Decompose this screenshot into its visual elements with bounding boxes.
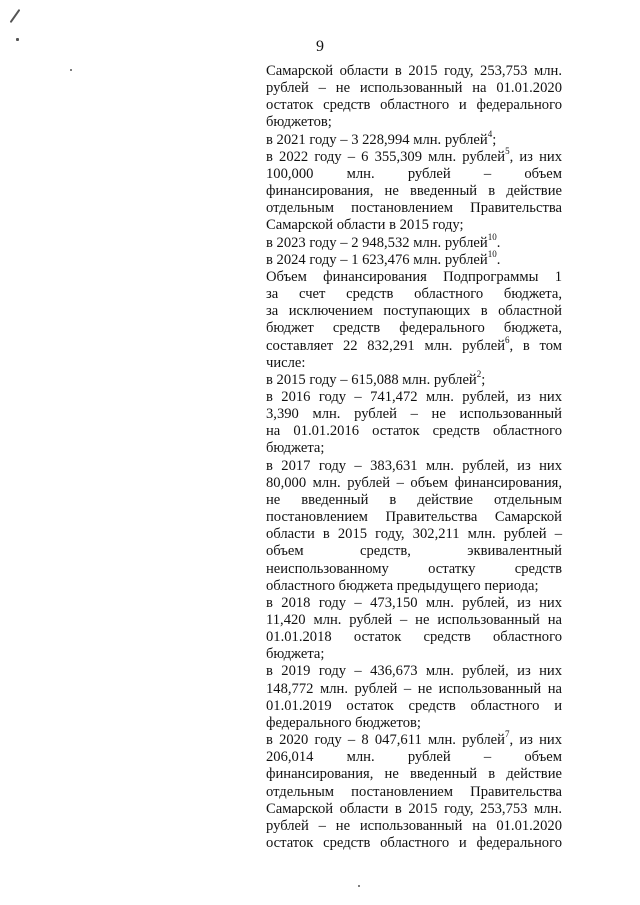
text-line: бюджета;: [266, 440, 325, 457]
text-run: млн.: [346, 165, 375, 182]
text-line: отдельным постановлением Правительства: [266, 200, 562, 217]
text-line: Самарской области в 2015 году, 253,753 млн.: [266, 800, 562, 817]
paragraph-2024: [266, 248, 562, 269]
text-line: области в 2015 году, 302,211 млн. рублей –: [266, 526, 562, 543]
text-run: в 2015 году – 615,088 млн. рублей: [266, 371, 477, 388]
text-line: в 2018 году – 473,150 млн. рублей, из них: [266, 594, 562, 611]
text-line: рублей – не использованный на 01.01.2020: [266, 80, 562, 97]
text-run: –: [483, 749, 492, 766]
paragraph-2022: [266, 145, 563, 235]
scan-artifact: [358, 885, 360, 887]
text-line: федерального бюджетов;: [266, 714, 421, 731]
text-run: ;: [481, 371, 486, 388]
text-line: в 2016 году – 741,472 млн. рублей, из них: [266, 388, 562, 405]
text-line: Объем финансирования Подпрограммы 1: [266, 268, 562, 285]
text-line: постановлением Правительства Самарской: [266, 509, 562, 526]
scan-artifact: [70, 69, 72, 71]
text-run: рублей: [407, 165, 451, 182]
text-run: .: [496, 251, 501, 268]
footnote-ref: 6: [505, 334, 510, 345]
footnote-ref: 7: [504, 729, 510, 740]
text-line: остаток средств областного и федерального: [266, 835, 562, 852]
text-line: [266, 248, 562, 269]
text-run: эквивалентный: [467, 543, 562, 560]
text-line: 148,772 млн. рублей – не использованный на: [266, 680, 562, 697]
text-run: , в том: [509, 337, 562, 354]
text-line: областного бюджета предыдущего периода;: [266, 577, 539, 594]
text-line: [266, 334, 562, 355]
text-line: бюджетов;: [266, 114, 332, 131]
text-line: [266, 749, 562, 766]
text-run: , из них: [509, 732, 562, 749]
text-line: рублей – не использованный на 01.01.2020: [266, 817, 562, 834]
paragraph-subprogram-funding: [266, 269, 562, 372]
text-line: за исключением поступающих в областной: [266, 303, 562, 320]
text-run: в 2020 году – 8 047,611 млн. рублей: [266, 732, 505, 749]
text-line: 01.01.2018 остаток средств областного: [266, 629, 562, 646]
text-run: 100,000: [266, 165, 314, 182]
text-line: в 2017 году – 383,631 млн. рублей, из них: [266, 457, 562, 474]
text-run: объем: [524, 165, 562, 182]
paragraph-2021: [266, 128, 562, 149]
paragraph-2020: [266, 729, 562, 852]
text-run: 206,014: [266, 749, 314, 766]
text-run: составляет 22 832,291 млн. рублей: [266, 337, 506, 354]
text-run: ;: [492, 131, 497, 148]
text-line: [266, 231, 562, 252]
text-run: средств,: [360, 543, 411, 560]
paragraph-2017: [266, 458, 562, 595]
text-line: неиспользованному остатку средств: [266, 560, 562, 577]
paragraph-2016: [266, 389, 562, 458]
text-line: 01.01.2019 остаток средств областного и: [266, 697, 562, 714]
text-line: [266, 145, 563, 166]
text-run: –: [483, 165, 492, 182]
text-line: в 2019 году – 436,673 млн. рублей, из них: [266, 663, 562, 680]
text-line: [266, 543, 562, 560]
paragraph-continuation: [266, 63, 562, 132]
text-line: на 01.01.2016 остаток средств областного: [266, 423, 562, 440]
text-line: за счет средств областного бюджета,: [266, 286, 562, 303]
text-line: [266, 128, 562, 149]
footnote-ref: 10: [487, 248, 497, 259]
text-line: Самарской области в 2015 году, 253,753 млн.: [266, 63, 562, 79]
footnote-ref: 10: [487, 231, 497, 242]
text-line: не введенный в действие отдельным: [266, 491, 562, 508]
scan-artifact: [16, 38, 19, 41]
text-line: отдельным постановлением Правительства: [266, 783, 562, 800]
paragraph-2018: [266, 595, 562, 664]
text-run: объем: [266, 543, 304, 560]
text-line: [266, 729, 562, 749]
text-run: в 2023 году – 2 948,532 млн. рублей: [266, 234, 488, 251]
footnote-ref: 2: [476, 368, 482, 379]
text-run: , из них: [509, 148, 563, 165]
paragraph-2023: [266, 231, 562, 252]
page-number: 9: [316, 38, 324, 55]
text-run: в 2021 году – 3 228,994 млн. рублей: [266, 131, 488, 148]
text-run: .: [496, 234, 501, 251]
text-line: 3,390 млн. рублей – не использованный: [266, 406, 562, 423]
scan-artifact: [10, 9, 21, 23]
text-line: [266, 368, 562, 389]
text-run: объем: [524, 749, 562, 766]
paragraph-2019: [266, 663, 562, 732]
footnote-ref: 5: [505, 145, 510, 156]
text-line: бюджет средств федерального бюджета,: [266, 320, 562, 337]
document-body: [266, 63, 562, 852]
text-line: 80,000 млн. рублей – объем финансирования,: [266, 474, 562, 491]
text-line: финансирования, не введенный в действие: [266, 766, 562, 783]
text-run: рублей: [407, 749, 451, 766]
text-line: финансирования, не введенный в действие: [266, 183, 562, 200]
text-line: Самарской области в 2015 году;: [266, 217, 464, 234]
text-line: бюджета;: [266, 646, 325, 663]
text-run: в 2022 году – 6 355,309 млн. рублей: [266, 148, 506, 165]
text-line: остаток средств областного и федерального: [266, 97, 562, 114]
text-line: [266, 166, 562, 183]
paragraph-2015: [266, 368, 562, 389]
text-line: числе:: [266, 354, 306, 371]
footnote-ref: 4: [487, 128, 493, 139]
text-run: млн.: [346, 749, 375, 766]
text-run: в 2024 году – 1 623,476 млн. рублей: [266, 251, 488, 268]
text-line: 11,420 млн. рублей – не использованный на: [266, 612, 562, 628]
